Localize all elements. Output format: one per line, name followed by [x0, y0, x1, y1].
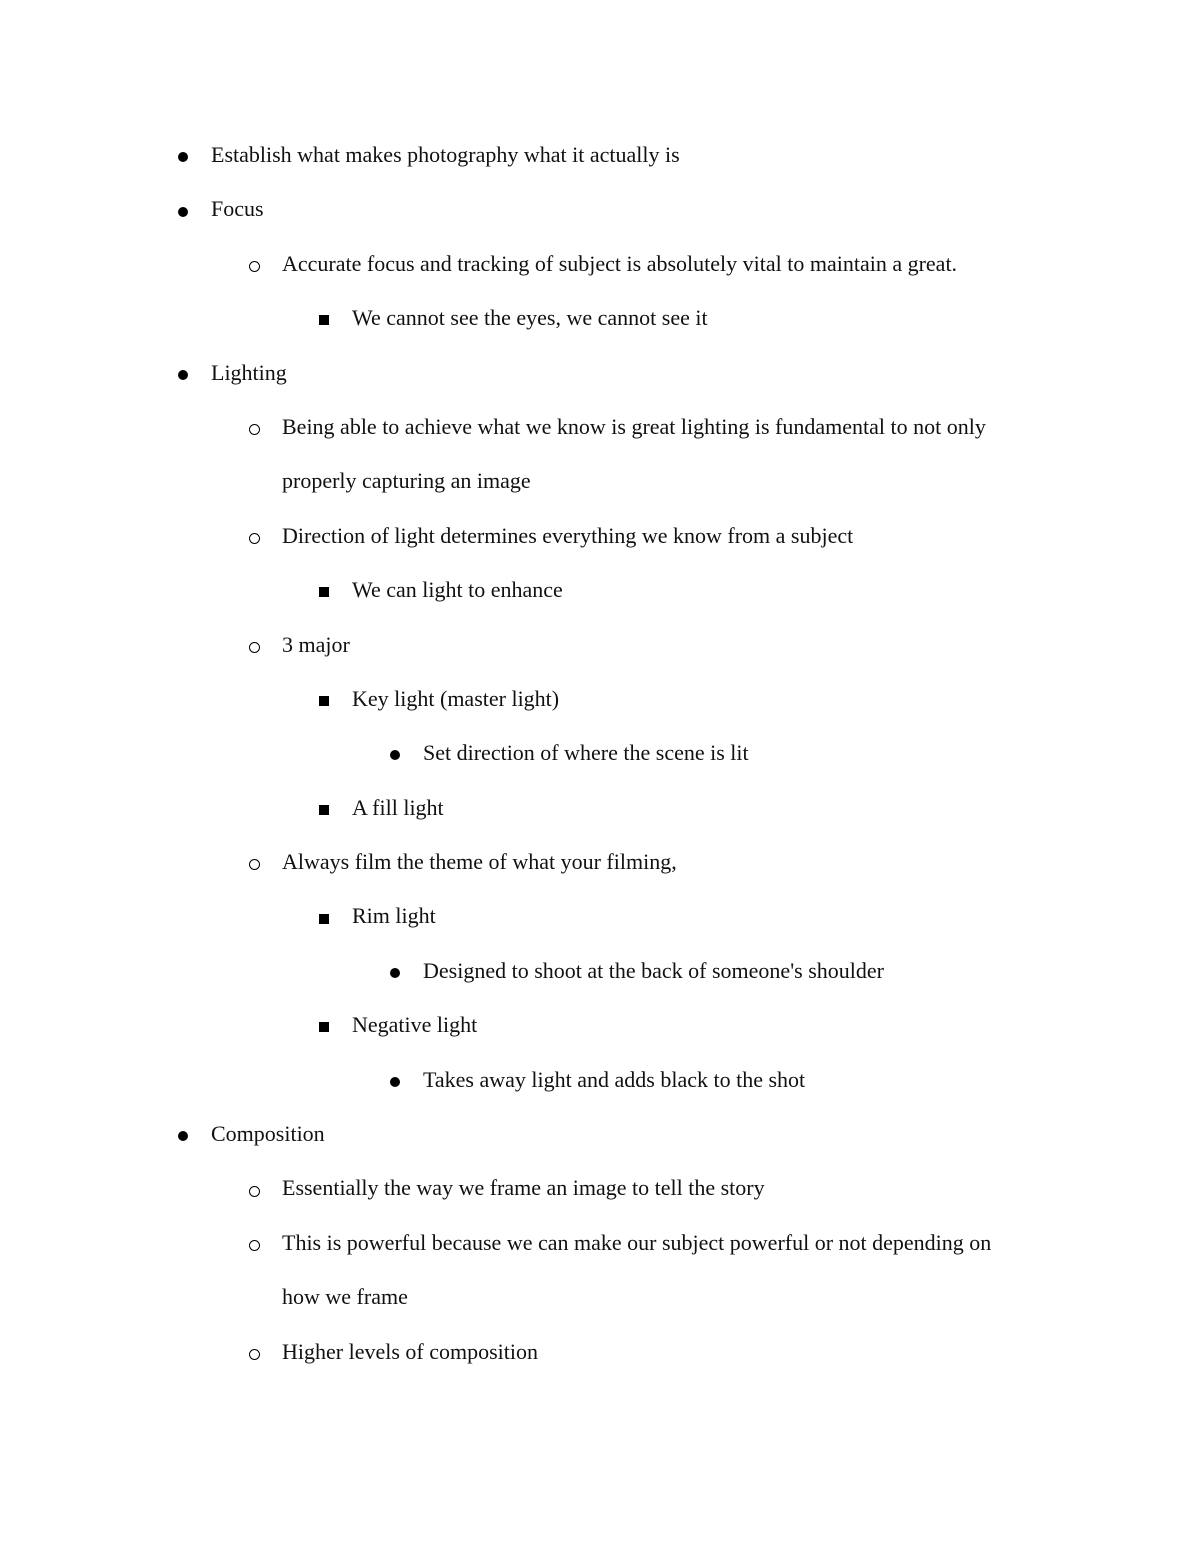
list-item-text: Accurate focus and tracking of subject is absolutely vital to maintain a great. [282, 250, 958, 276]
disc-bullet-icon [178, 346, 198, 400]
list-item-text: Being able to achieve what we know is great lighting is fundamental to not only [282, 413, 986, 439]
list-item [0, 944, 1200, 998]
list-item [0, 835, 1200, 889]
list-item [0, 346, 1200, 400]
list-item [0, 1053, 1200, 1107]
disc-bullet-icon [390, 1053, 410, 1107]
list-item [0, 291, 1200, 345]
list-item-text: Composition [211, 1121, 325, 1147]
list-item [0, 618, 1200, 672]
list-item [0, 889, 1200, 943]
list-item [0, 672, 1200, 726]
list-item-text: Direction of light determines everything we know from a subject [282, 522, 854, 548]
list-item-text: Establish what makes photography what it actually is [211, 142, 680, 167]
list-item-text: Higher levels of composition [282, 1338, 539, 1364]
list-item [0, 563, 1200, 617]
list-item [0, 237, 1200, 291]
disc-bullet-icon [178, 1107, 198, 1161]
list-item [0, 1325, 1200, 1379]
list-item [0, 1107, 1200, 1161]
square-bullet-icon [319, 889, 339, 943]
list-item-text: Takes away light and adds black to the shot [423, 1066, 806, 1092]
list-item [0, 128, 1200, 182]
list-item-text: Designed to shoot at the back of someone's shoulder [423, 957, 884, 983]
list-item [0, 1216, 1200, 1270]
list-item-text: Negative light [352, 1012, 478, 1038]
circle-bullet-icon [249, 237, 269, 291]
list-item-text: Set direction of where the scene is lit [423, 740, 749, 766]
list-item [0, 1161, 1200, 1215]
list-item-text: A fill light [352, 794, 444, 820]
list-item [0, 998, 1200, 1052]
outline-list [0, 128, 1200, 1379]
disc-bullet-icon [178, 182, 198, 236]
disc-bullet-icon [390, 944, 410, 998]
square-bullet-icon [319, 672, 339, 726]
list-item-text: properly capturing an image [282, 468, 531, 494]
circle-bullet-icon [249, 835, 269, 889]
square-bullet-icon [319, 291, 339, 345]
list-item-text: Focus [211, 196, 264, 222]
list-item-text: how we frame [282, 1284, 408, 1310]
disc-bullet-icon [178, 128, 198, 182]
list-item-text: Rim light [352, 903, 436, 929]
list-item-continuation [0, 1270, 1200, 1324]
list-item [0, 781, 1200, 835]
circle-bullet-icon [249, 1325, 269, 1379]
list-item-text: This is powerful because we can make our subject powerful or not depending on [282, 1229, 992, 1255]
list-item-text: Essentially the way we frame an image to tell the story [282, 1175, 765, 1201]
list-item-text: Key light (master light) [352, 685, 560, 711]
list-item-text: We cannot see the eyes, we cannot see it [352, 305, 708, 331]
square-bullet-icon [319, 563, 339, 617]
circle-bullet-icon [249, 1161, 269, 1215]
circle-bullet-icon [249, 509, 269, 563]
list-item [0, 726, 1200, 780]
disc-bullet-icon [390, 726, 410, 780]
square-bullet-icon [319, 781, 339, 835]
circle-bullet-icon [249, 1216, 269, 1270]
list-item-text: Lighting [211, 359, 287, 385]
list-item-text: 3 major [282, 631, 350, 657]
list-item [0, 182, 1200, 236]
list-item [0, 509, 1200, 563]
list-item [0, 400, 1200, 454]
list-item-continuation [0, 454, 1200, 508]
circle-bullet-icon [249, 400, 269, 454]
list-item-text: We can light to enhance [352, 577, 563, 603]
circle-bullet-icon [249, 618, 269, 672]
square-bullet-icon [319, 998, 339, 1052]
list-item-text: Always film the theme of what your filming, [282, 849, 677, 875]
